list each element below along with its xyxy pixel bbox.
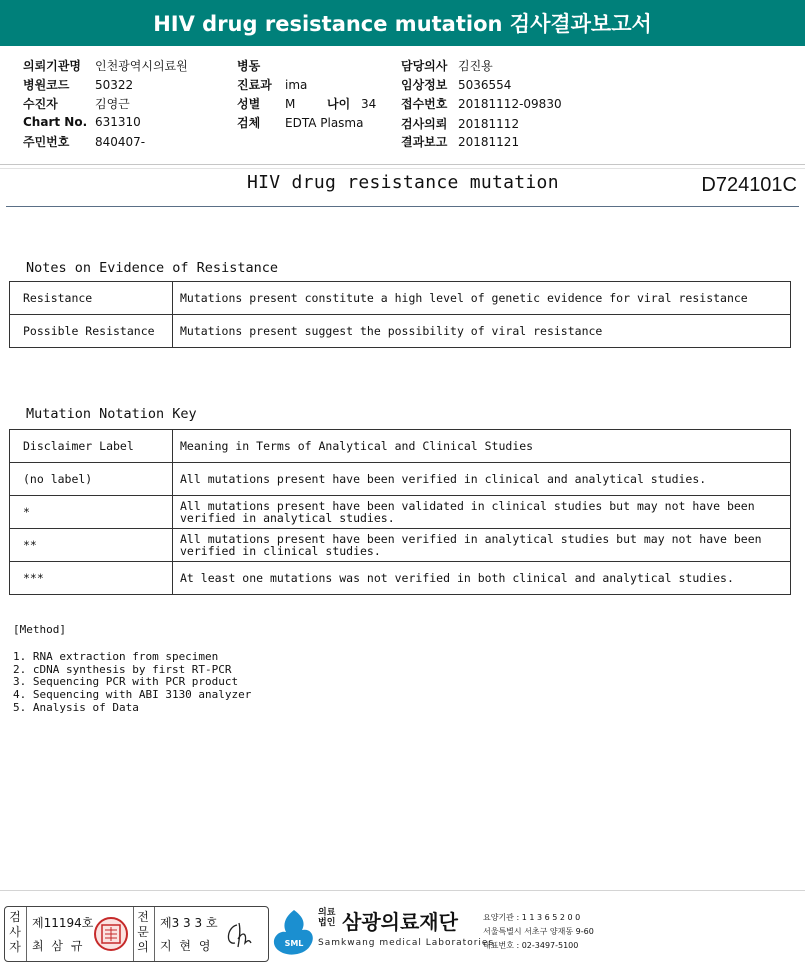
info-specimen: 검체 EDTA Plasma xyxy=(237,116,364,130)
report-banner xyxy=(0,0,805,46)
table-cell-meaning: Meaning in Terms of Analytical and Clinical Studies xyxy=(173,430,791,463)
table-cell-meaning: All mutations present have been verified in analytical studies but may not have been verified in clinical studies. xyxy=(173,529,791,562)
table-row xyxy=(10,496,791,529)
info-department: 진료과 ima xyxy=(237,78,308,92)
signature-icon xyxy=(223,919,263,951)
table-row xyxy=(10,529,791,562)
org-phone: 대표번호 : 02-3497-5100 xyxy=(483,941,579,950)
info-patient: 수진자 김영근 xyxy=(23,97,130,111)
info-resident-no: 주민번호 840407- xyxy=(23,135,146,149)
evidence-heading: Notes on Evidence of Resistance xyxy=(26,260,278,276)
method-step: 2. cDNA synthesis by first RT-PCR xyxy=(13,662,232,676)
info-receipt-no: 접수번호 20181112-09830 xyxy=(401,97,562,111)
table-cell-meaning: All mutations present have been validated in clinical studies but may not have been verified in analytical studies. xyxy=(173,496,791,529)
table-cell-meaning: At least one mutations was not verified in both clinical and analytical studies. xyxy=(173,562,791,595)
table-cell-meaning: Mutations present suggest the possibility of viral resistance xyxy=(173,315,791,348)
info-chart-no: Chart No. 631310 xyxy=(23,115,141,129)
signature-box xyxy=(4,906,269,962)
table-cell-meaning: All mutations present have been verified in clinical and analytical studies. xyxy=(173,463,791,496)
seal-stamp-icon xyxy=(93,916,129,952)
method-step: 4. Sequencing with ABI 3130 analyzer xyxy=(13,688,252,702)
divider xyxy=(0,168,805,169)
method-heading: [Method] xyxy=(13,623,66,636)
info-report-date: 결과보고 20181121 xyxy=(401,135,520,149)
org-english-name: Samkwang medical Laboratories xyxy=(318,938,495,948)
org-type: 의료 법인 xyxy=(318,908,336,928)
method-step: 5. Analysis of Data xyxy=(13,700,139,714)
method-step: 1. RNA extraction from specimen xyxy=(13,649,219,663)
table-cell-label: (no label) xyxy=(10,463,173,496)
info-doctor: 담당의사 김진용 xyxy=(401,59,493,73)
specialist-label: 전문의 xyxy=(137,910,149,954)
notation-table xyxy=(9,429,791,595)
info-age: 나이 34 xyxy=(327,97,377,111)
test-title: HIV drug resistance mutation xyxy=(247,172,559,193)
method-block xyxy=(13,624,251,715)
specialist-license: 제3 3 3 호 xyxy=(160,916,218,930)
examiner-license: 제11194호 xyxy=(32,916,94,930)
table-row xyxy=(10,430,791,463)
notation-heading: Mutation Notation Key xyxy=(26,406,197,422)
info-hospital-code: 병원코드 50322 xyxy=(23,78,134,92)
divider xyxy=(26,907,27,961)
org-address: 서울특별시 서초구 양재동 9-60 xyxy=(483,927,594,936)
test-code: D724101C xyxy=(701,174,797,196)
logo-mark-text: SML xyxy=(284,939,304,948)
table-cell-label: Resistance xyxy=(10,282,173,315)
divider xyxy=(133,907,134,961)
info-sex: 성별 M xyxy=(237,97,296,111)
table-cell-label: ** xyxy=(10,529,173,562)
org-code: 요양기관 : 1 1 3 6 5 2 0 0 xyxy=(483,913,581,922)
divider xyxy=(0,164,805,165)
method-step: 3. Sequencing PCR with PCR product xyxy=(13,675,239,689)
org-name: 삼광의료재단 xyxy=(342,910,458,934)
table-cell-meaning: Mutations present constitute a high level of genetic evidence for viral resistance xyxy=(173,282,791,315)
table-cell-label: Disclaimer Label xyxy=(10,430,173,463)
table-row xyxy=(10,463,791,496)
table-row xyxy=(10,562,791,595)
table-cell-label: * xyxy=(10,496,173,529)
examiner-label: 검사자 xyxy=(9,910,21,954)
specialist-name: 지 현 영 xyxy=(160,939,213,953)
title-rule xyxy=(6,206,799,207)
examiner-name: 최 삼 규 xyxy=(32,939,85,953)
evidence-table xyxy=(9,281,791,348)
patient-info-block xyxy=(0,53,805,163)
table-row xyxy=(10,282,791,315)
divider xyxy=(154,907,155,961)
info-hospital: 의뢰기관명 인천광역시의료원 xyxy=(23,59,188,73)
table-row xyxy=(10,315,791,348)
info-clinical-info: 임상정보 5036554 xyxy=(401,78,512,92)
lab-logo xyxy=(270,906,805,962)
sml-logo-icon xyxy=(272,908,316,958)
info-ward: 병동 xyxy=(237,59,261,73)
table-cell-label: *** xyxy=(10,562,173,595)
table-cell-label: Possible Resistance xyxy=(10,315,173,348)
report-banner-title: HIV drug resistance mutation 검사결과보고서 xyxy=(153,12,652,36)
footer-divider xyxy=(0,890,805,891)
info-request-date: 검사의뢰 20181112 xyxy=(401,117,520,131)
